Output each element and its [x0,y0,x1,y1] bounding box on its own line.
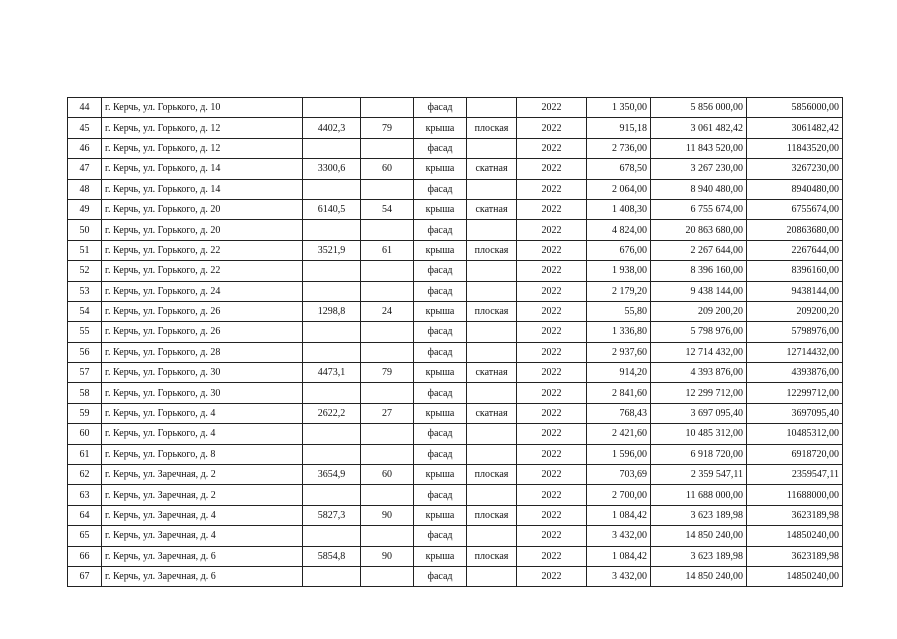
roof-type-cell [467,220,517,240]
cost-cell: 12 714 432,00 [651,342,747,362]
wear-percent-cell: 60 [361,159,414,179]
structural-element-cell: фасад [414,383,467,403]
row-number-cell: 59 [68,403,102,423]
year-cell: 2022 [517,179,587,199]
roof-type-cell [467,485,517,505]
year-cell: 2022 [517,281,587,301]
structural-element-cell: фасад [414,444,467,464]
structural-element-cell: крыша [414,363,467,383]
area-cell: 4473,1 [303,363,361,383]
area-cell [303,138,361,158]
year-cell: 2022 [517,240,587,260]
address-cell: г. Керчь, ул. Горького, д. 30 [102,363,303,383]
structural-element-cell: крыша [414,546,467,566]
row-number-cell: 62 [68,465,102,485]
year-cell: 2022 [517,363,587,383]
table-row [68,342,843,362]
roof-type-cell [467,526,517,546]
roof-type-cell: плоская [467,465,517,485]
structural-element-cell: фасад [414,261,467,281]
structural-element-cell: крыша [414,159,467,179]
cost-cell: 5 798 976,00 [651,322,747,342]
cost-cell: 6 918 720,00 [651,444,747,464]
row-number-cell: 53 [68,281,102,301]
area-cell [303,526,361,546]
address-cell: г. Керчь, ул. Заречная, д. 2 [102,485,303,505]
table-row [68,465,843,485]
table-row [68,424,843,444]
cost-cell: 3 061 482,42 [651,118,747,138]
total-cell: 3267230,00 [747,159,843,179]
roof-type-cell [467,179,517,199]
roof-type-cell: плоская [467,301,517,321]
area-cell [303,424,361,444]
row-number-cell: 60 [68,424,102,444]
table-row [68,403,843,423]
area-cell [303,566,361,586]
total-cell: 14850240,00 [747,526,843,546]
volume-cell: 1 350,00 [587,98,651,118]
volume-cell: 1 084,42 [587,546,651,566]
structural-element-cell: фасад [414,485,467,505]
row-number-cell: 48 [68,179,102,199]
volume-cell: 3 432,00 [587,566,651,586]
structural-element-cell: фасад [414,138,467,158]
wear-percent-cell: 61 [361,240,414,260]
wear-percent-cell: 90 [361,505,414,525]
year-cell: 2022 [517,98,587,118]
volume-cell: 1 336,80 [587,322,651,342]
year-cell: 2022 [517,485,587,505]
roof-type-cell [467,566,517,586]
total-cell: 3623189,98 [747,505,843,525]
table-row [68,240,843,260]
structural-element-cell: фасад [414,322,467,342]
cost-cell: 3 623 189,98 [651,546,747,566]
table-row [68,363,843,383]
roof-type-cell [467,138,517,158]
address-cell: г. Керчь, ул. Заречная, д. 2 [102,465,303,485]
total-cell: 10485312,00 [747,424,843,444]
roof-type-cell: плоская [467,118,517,138]
table-row [68,383,843,403]
total-cell: 14850240,00 [747,566,843,586]
year-cell: 2022 [517,465,587,485]
address-cell: г. Керчь, ул. Горького, д. 14 [102,179,303,199]
total-cell: 5798976,00 [747,322,843,342]
area-cell [303,281,361,301]
repair-schedule-table [67,97,843,587]
volume-cell: 2 421,60 [587,424,651,444]
row-number-cell: 47 [68,159,102,179]
area-cell: 3654,9 [303,465,361,485]
cost-cell: 11 688 000,00 [651,485,747,505]
wear-percent-cell [361,322,414,342]
volume-cell: 768,43 [587,403,651,423]
year-cell: 2022 [517,526,587,546]
address-cell: г. Керчь, ул. Горького, д. 14 [102,159,303,179]
volume-cell: 4 824,00 [587,220,651,240]
area-cell [303,261,361,281]
cost-cell: 3 697 095,40 [651,403,747,423]
wear-percent-cell: 24 [361,301,414,321]
volume-cell: 2 841,60 [587,383,651,403]
cost-cell: 3 267 230,00 [651,159,747,179]
total-cell: 209200,20 [747,301,843,321]
total-cell: 20863680,00 [747,220,843,240]
total-cell: 3061482,42 [747,118,843,138]
volume-cell: 2 736,00 [587,138,651,158]
table-row [68,118,843,138]
roof-type-cell: скатная [467,159,517,179]
area-cell [303,220,361,240]
roof-type-cell: плоская [467,546,517,566]
address-cell: г. Керчь, ул. Горького, д. 10 [102,98,303,118]
wear-percent-cell [361,485,414,505]
cost-cell: 14 850 240,00 [651,566,747,586]
wear-percent-cell [361,98,414,118]
row-number-cell: 64 [68,505,102,525]
year-cell: 2022 [517,118,587,138]
area-cell [303,444,361,464]
row-number-cell: 49 [68,199,102,219]
table-row [68,98,843,118]
table-row [68,301,843,321]
table-row [68,444,843,464]
structural-element-cell: крыша [414,465,467,485]
table-row [68,261,843,281]
area-cell: 3521,9 [303,240,361,260]
roof-type-cell [467,424,517,444]
wear-percent-cell: 90 [361,546,414,566]
year-cell: 2022 [517,199,587,219]
cost-cell: 10 485 312,00 [651,424,747,444]
area-cell: 5854,8 [303,546,361,566]
structural-element-cell: фасад [414,424,467,444]
area-cell: 5827,3 [303,505,361,525]
table-row [68,159,843,179]
year-cell: 2022 [517,159,587,179]
total-cell: 3697095,40 [747,403,843,423]
wear-percent-cell: 60 [361,465,414,485]
area-cell: 6140,5 [303,199,361,219]
address-cell: г. Керчь, ул. Горького, д. 20 [102,220,303,240]
total-cell: 4393876,00 [747,363,843,383]
structural-element-cell: фасад [414,526,467,546]
year-cell: 2022 [517,342,587,362]
cost-cell: 20 863 680,00 [651,220,747,240]
cost-cell: 9 438 144,00 [651,281,747,301]
address-cell: г. Керчь, ул. Горького, д. 12 [102,138,303,158]
volume-cell: 2 937,60 [587,342,651,362]
row-number-cell: 57 [68,363,102,383]
structural-element-cell: крыша [414,403,467,423]
cost-cell: 12 299 712,00 [651,383,747,403]
row-number-cell: 46 [68,138,102,158]
table-row [68,566,843,586]
roof-type-cell: скатная [467,403,517,423]
total-cell: 11843520,00 [747,138,843,158]
roof-type-cell [467,261,517,281]
total-cell: 5856000,00 [747,98,843,118]
address-cell: г. Керчь, ул. Горького, д. 8 [102,444,303,464]
structural-element-cell: фасад [414,566,467,586]
cost-cell: 2 267 644,00 [651,240,747,260]
total-cell: 6755674,00 [747,199,843,219]
roof-type-cell [467,444,517,464]
address-cell: г. Керчь, ул. Горького, д. 20 [102,199,303,219]
row-number-cell: 63 [68,485,102,505]
area-cell [303,322,361,342]
roof-type-cell: скатная [467,363,517,383]
wear-percent-cell: 27 [361,403,414,423]
structural-element-cell: крыша [414,301,467,321]
table-row [68,546,843,566]
structural-element-cell: фасад [414,98,467,118]
address-cell: г. Керчь, ул. Горького, д. 4 [102,424,303,444]
address-cell: г. Керчь, ул. Горького, д. 4 [102,403,303,423]
row-number-cell: 65 [68,526,102,546]
wear-percent-cell [361,179,414,199]
cost-cell: 4 393 876,00 [651,363,747,383]
address-cell: г. Керчь, ул. Заречная, д. 6 [102,546,303,566]
cost-cell: 6 755 674,00 [651,199,747,219]
year-cell: 2022 [517,546,587,566]
volume-cell: 2 064,00 [587,179,651,199]
volume-cell: 914,20 [587,363,651,383]
row-number-cell: 50 [68,220,102,240]
table-row [68,199,843,219]
area-cell [303,342,361,362]
area-cell [303,485,361,505]
cost-cell: 8 940 480,00 [651,179,747,199]
wear-percent-cell: 54 [361,199,414,219]
row-number-cell: 66 [68,546,102,566]
year-cell: 2022 [517,424,587,444]
total-cell: 2267644,00 [747,240,843,260]
area-cell [303,179,361,199]
total-cell: 9438144,00 [747,281,843,301]
roof-type-cell: скатная [467,199,517,219]
volume-cell: 703,69 [587,465,651,485]
total-cell: 12299712,00 [747,383,843,403]
cost-cell: 3 623 189,98 [651,505,747,525]
year-cell: 2022 [517,301,587,321]
roof-type-cell [467,383,517,403]
wear-percent-cell: 79 [361,363,414,383]
total-cell: 2359547,11 [747,465,843,485]
volume-cell: 55,80 [587,301,651,321]
wear-percent-cell [361,138,414,158]
address-cell: г. Керчь, ул. Заречная, д. 6 [102,566,303,586]
roof-type-cell: плоская [467,240,517,260]
row-number-cell: 55 [68,322,102,342]
area-cell [303,383,361,403]
year-cell: 2022 [517,383,587,403]
structural-element-cell: фасад [414,281,467,301]
wear-percent-cell [361,383,414,403]
roof-type-cell [467,322,517,342]
volume-cell: 1 938,00 [587,261,651,281]
volume-cell: 1 596,00 [587,444,651,464]
wear-percent-cell [361,261,414,281]
structural-element-cell: фасад [414,220,467,240]
address-cell: г. Керчь, ул. Заречная, д. 4 [102,526,303,546]
table-body [68,98,843,587]
year-cell: 2022 [517,261,587,281]
year-cell: 2022 [517,220,587,240]
volume-cell: 915,18 [587,118,651,138]
total-cell: 6918720,00 [747,444,843,464]
wear-percent-cell [361,342,414,362]
wear-percent-cell [361,566,414,586]
cost-cell: 2 359 547,11 [651,465,747,485]
area-cell: 3300,6 [303,159,361,179]
table-row [68,485,843,505]
address-cell: г. Керчь, ул. Заречная, д. 4 [102,505,303,525]
area-cell: 4402,3 [303,118,361,138]
structural-element-cell: крыша [414,240,467,260]
table-row [68,220,843,240]
cost-cell: 5 856 000,00 [651,98,747,118]
volume-cell: 3 432,00 [587,526,651,546]
row-number-cell: 45 [68,118,102,138]
year-cell: 2022 [517,322,587,342]
row-number-cell: 67 [68,566,102,586]
row-number-cell: 56 [68,342,102,362]
year-cell: 2022 [517,444,587,464]
year-cell: 2022 [517,505,587,525]
cost-cell: 11 843 520,00 [651,138,747,158]
table-row [68,526,843,546]
wear-percent-cell [361,424,414,444]
volume-cell: 676,00 [587,240,651,260]
address-cell: г. Керчь, ул. Горького, д. 30 [102,383,303,403]
table-row [68,322,843,342]
address-cell: г. Керчь, ул. Горького, д. 22 [102,261,303,281]
table-row [68,179,843,199]
wear-percent-cell [361,220,414,240]
total-cell: 8396160,00 [747,261,843,281]
row-number-cell: 54 [68,301,102,321]
volume-cell: 1 084,42 [587,505,651,525]
volume-cell: 1 408,30 [587,199,651,219]
year-cell: 2022 [517,566,587,586]
area-cell: 1298,8 [303,301,361,321]
row-number-cell: 52 [68,261,102,281]
wear-percent-cell: 79 [361,118,414,138]
address-cell: г. Керчь, ул. Горького, д. 12 [102,118,303,138]
area-cell [303,98,361,118]
row-number-cell: 58 [68,383,102,403]
wear-percent-cell [361,526,414,546]
structural-element-cell: фасад [414,342,467,362]
total-cell: 3623189,98 [747,546,843,566]
year-cell: 2022 [517,138,587,158]
roof-type-cell [467,98,517,118]
area-cell: 2622,2 [303,403,361,423]
volume-cell: 678,50 [587,159,651,179]
address-cell: г. Керчь, ул. Горького, д. 28 [102,342,303,362]
address-cell: г. Керчь, ул. Горького, д. 24 [102,281,303,301]
row-number-cell: 51 [68,240,102,260]
address-cell: г. Керчь, ул. Горького, д. 26 [102,322,303,342]
address-cell: г. Керчь, ул. Горького, д. 22 [102,240,303,260]
roof-type-cell: плоская [467,505,517,525]
wear-percent-cell [361,444,414,464]
table-row [68,281,843,301]
structural-element-cell: крыша [414,118,467,138]
total-cell: 12714432,00 [747,342,843,362]
year-cell: 2022 [517,403,587,423]
table-row [68,138,843,158]
volume-cell: 2 700,00 [587,485,651,505]
roof-type-cell [467,342,517,362]
row-number-cell: 44 [68,98,102,118]
cost-cell: 14 850 240,00 [651,526,747,546]
row-number-cell: 61 [68,444,102,464]
roof-type-cell [467,281,517,301]
cost-cell: 209 200,20 [651,301,747,321]
wear-percent-cell [361,281,414,301]
total-cell: 8940480,00 [747,179,843,199]
address-cell: г. Керчь, ул. Горького, д. 26 [102,301,303,321]
cost-cell: 8 396 160,00 [651,261,747,281]
volume-cell: 2 179,20 [587,281,651,301]
total-cell: 11688000,00 [747,485,843,505]
table-row [68,505,843,525]
structural-element-cell: фасад [414,179,467,199]
structural-element-cell: крыша [414,199,467,219]
structural-element-cell: крыша [414,505,467,525]
